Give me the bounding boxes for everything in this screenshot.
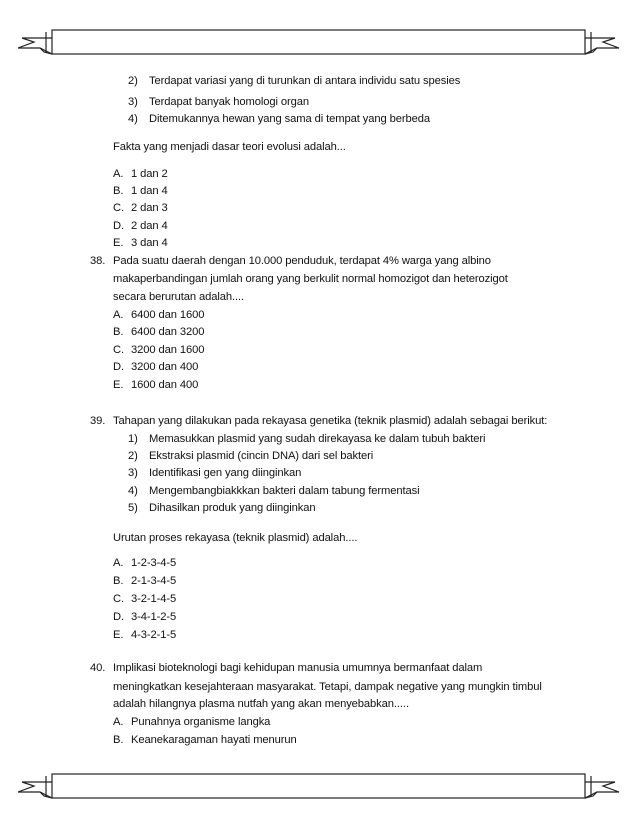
q40-number: 40. (90, 662, 106, 674)
q38-option[interactable]: D. 3200 dan 400 (113, 361, 199, 373)
q39-prompt: Urutan proses rekayasa (teknik plasmid) adalah.... (113, 532, 358, 544)
q39-step: 4) Mengembangbiakkkan bakteri dalam tabung fermentasi (128, 485, 420, 497)
q38-stem-line: makaperbandingan jumlah orang yang berkulit normal homozigot dan heterozigot (113, 273, 508, 285)
q39-option[interactable]: E. 4-3-2-1-5 (113, 629, 177, 641)
q37-statement: 3) Terdapat banyak homologi organ (128, 96, 309, 108)
q38-option[interactable]: A. 6400 dan 1600 (113, 309, 205, 321)
q37-option[interactable]: C. 2 dan 3 (113, 202, 168, 214)
q37-statement: 4) Ditemukannya hewan yang sama di tempat yang berbeda (128, 113, 430, 125)
q37-option[interactable]: D. 2 dan 4 (113, 220, 168, 232)
q39-step: 3) Identifikasi gen yang diinginkan (128, 467, 302, 479)
q40-option[interactable]: A. Punahnya organisme langka (113, 716, 271, 728)
q40-stem-line: Implikasi bioteknologi bagi kehidupan manusia umumnya bermanfaat dalam (113, 662, 483, 674)
q37-option[interactable]: E. 3 dan 4 (113, 237, 168, 249)
q39-number: 39. (90, 415, 106, 427)
q37-statement: 2) Terdapat variasi yang di turunkan di antara individu satu spesies (128, 75, 461, 87)
q39-step: 2) Ekstraksi plasmid (cincin DNA) dari sel bakteri (128, 450, 374, 462)
q37-option[interactable]: A. 1 dan 2 (113, 168, 168, 180)
q39-option[interactable]: B. 2-1-3-4-5 (113, 575, 177, 587)
q40-stem-line: adalah hilangnya plasma nutfah yang akan menyebabkan..... (113, 698, 409, 710)
q39-stem: Tahapan yang dilakukan pada rekayasa genetika (teknik plasmid) adalah sebagai berikut: (113, 415, 548, 427)
q40-stem-line: meningkatkan kesejahteraan masyarakat. Tetapi, dampak negative yang mungkin timbul (113, 681, 542, 693)
q40-option[interactable]: B. Keanekaragaman hayati menurun (113, 734, 297, 746)
q38-number: 38. (90, 255, 106, 267)
q38-option[interactable]: C. 3200 dan 1600 (113, 344, 205, 356)
q39-option[interactable]: A. 1-2-3-4-5 (113, 557, 177, 569)
q39-option[interactable]: C. 3-2-1-4-5 (113, 593, 177, 605)
q38-option[interactable]: E. 1600 dan 400 (113, 379, 199, 391)
q38-stem-line: secara berurutan adalah.... (113, 291, 245, 303)
q38-option[interactable]: B. 6400 dan 3200 (113, 326, 205, 338)
q39-option[interactable]: D. 3-4-1-2-5 (113, 611, 177, 623)
q37-option[interactable]: B. 1 dan 4 (113, 185, 168, 197)
q38-stem-line: Pada suatu daerah dengan 10.000 penduduk, terdapat 4% warga yang albino (113, 255, 491, 267)
q37-prompt: Fakta yang menjadi dasar teori evolusi adalah... (113, 141, 346, 153)
q39-step: 5) Dihasilkan produk yang diinginkan (128, 502, 316, 514)
q39-step: 1) Memasukkan plasmid yang sudah direkayasa ke dalam tubuh bakteri (128, 433, 486, 445)
